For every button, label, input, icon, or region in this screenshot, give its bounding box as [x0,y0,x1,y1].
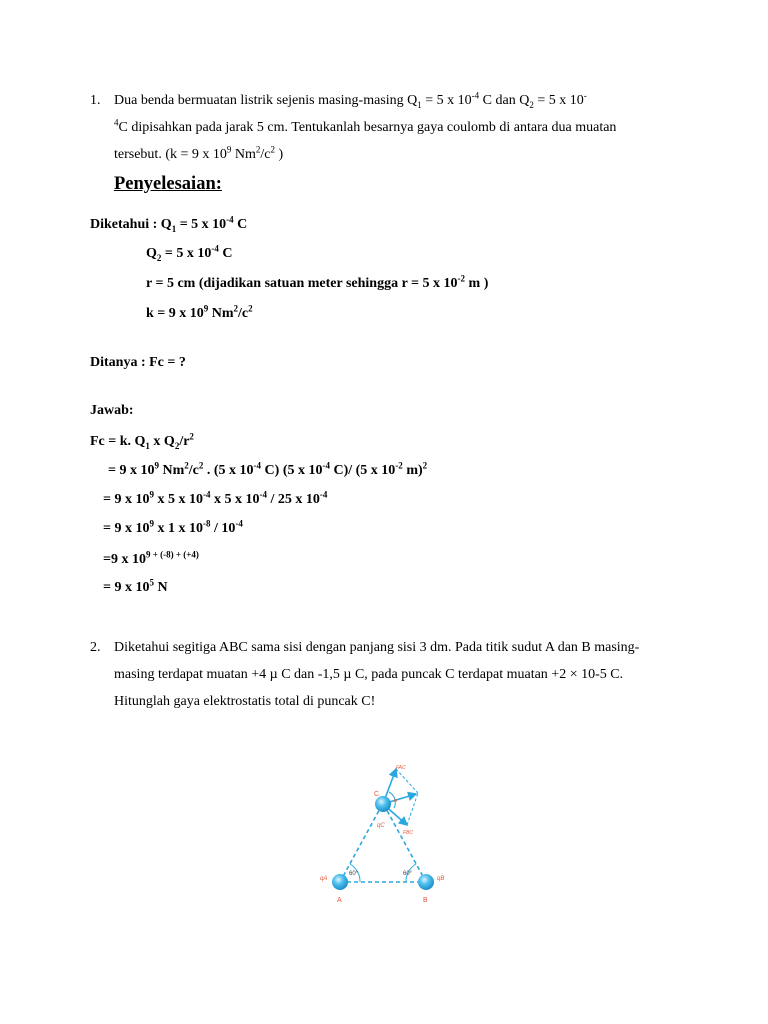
label-angle-a: 60° [349,871,359,877]
asked: Ditanya : Fc = ? [90,355,186,370]
label-fbc: FBC [403,830,413,836]
label-qb: qB [437,876,445,882]
parallelogram-1 [396,769,418,793]
triangle-diagram [310,752,460,912]
step-6: = 9 x $10^5$ N [103,577,168,595]
label-angle-b: 60° [403,871,413,877]
side-ac [340,805,382,882]
step-2: = 9 x $10^9$ $Nm^2/c^2$ . (5 x $10^{-4}$ C) (5 x $10^{-4}$ C)/ (5 x $10^{-2}$ m)$^2$ [108,460,428,478]
parallelogram-2 [407,793,418,825]
step-4: = 9 x $10^9$ x 1 x $10^{-8} / 10^{-4}$ [103,518,243,536]
label-a: A [337,897,342,904]
charge-c [375,796,391,812]
known-r: r = 5 cm (dijadikan satuan meter sehingga r = 5 x $10^{-2}$ m ) [146,273,489,291]
charge-b [418,874,434,890]
known-q2: $Q_2 = 5$ x $10^{-4}$ C [146,243,233,263]
known-k: k = 9 x $10^9$ $Nm^2/c^2$ [146,303,253,321]
problem1-line2: $^4$C dipisahkan pada jarak 5 cm. Tentukanlah besarnya gaya coulomb di antara dua muatan [114,117,617,135]
label-c: C [374,791,380,798]
label-fac: FAC [396,765,406,771]
label-qa: qA [320,876,328,882]
charge-a [332,874,348,890]
problem1-line1: Dua benda bermuatan listrik sejenis masing-masing $Q_1 = 5$ x $10^{-4}$ C dan $Q_2 = 5$ x 10- [114,90,587,110]
problem2-line3: Hitunglah gaya elektrostatis total di puncak C! [114,694,376,709]
problem2-line2: masing terdapat muatan +4 µ C dan -1,5 µ C, pada puncak C terdapat muatan +2 × 10-5 C. [114,667,624,682]
problem1-line3: tersebut. (k = 9 x $10^9$ $Nm^2/c^2$ ) [114,144,284,162]
step-1: Fc = k. $Q_1$ x $Q_2/r^2$ [90,431,194,451]
label-qc: qC [377,823,385,829]
label-b: B [423,897,428,904]
step-3: = 9 x $10^9$ x 5 x $10^{-4}$ x 5 x $10^{-4} / 25$ x $10^{-4}$ [103,489,328,507]
problem2-line1: Diketahui segitiga ABC sama sisi dengan panjang sisi 3 dm. Pada titik sudut A dan B masing- [114,640,640,655]
step-5: =9 x $10^{9 + (-8) + (+4)}$ [103,549,199,567]
known-q1: Diketahui : $Q_1 = 5$ x $10^{-4}$ C [90,214,248,234]
problem1-number: 1. [90,93,101,108]
problem2-number: 2. [90,640,101,655]
label-alpha: α [394,798,397,804]
answer-label: Jawab: [90,403,134,418]
solution-heading: Penyelesaian: [114,174,222,194]
